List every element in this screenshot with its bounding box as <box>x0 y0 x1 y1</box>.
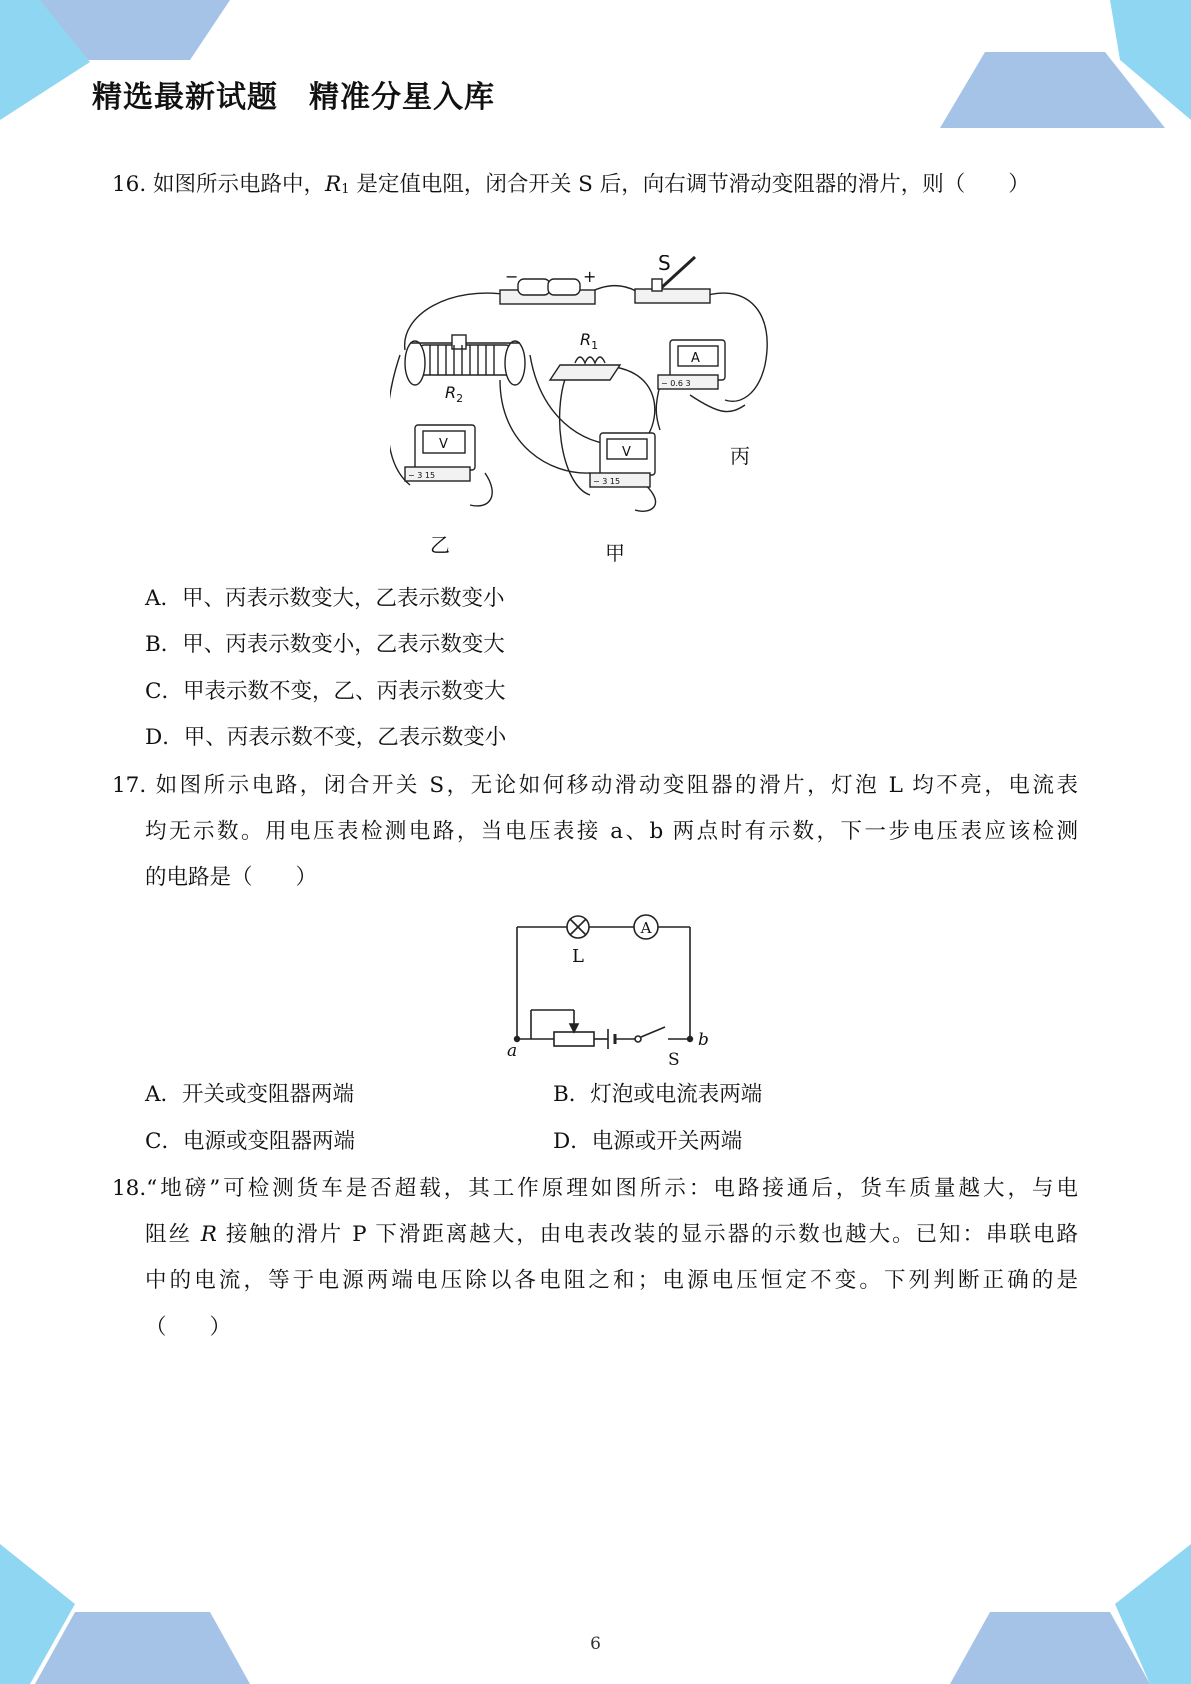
q16-r1-var: R <box>325 172 342 197</box>
q17-stem-line2: 均无示数。用电压表检测电路，当电压表接 a、b 两点时有示数，下一步电压表应该检测 <box>145 819 1078 844</box>
page-number: 6 <box>590 1634 601 1654</box>
svg-text:R1 <box>580 330 598 352</box>
q16-r1-label: R <box>580 330 592 349</box>
q18-r-var: R <box>200 1222 217 1247</box>
q17-option-a: A．开关或变阻器两端 <box>145 1082 355 1107</box>
q16-meter-bing: 丙 <box>730 444 750 468</box>
q17-stem-line1: 17. 如图所示电路，闭合开关 S，无论如何移动滑动变阻器的滑片，灯泡 L 均不亮，电流表 <box>112 773 1078 798</box>
q17-switch-label: S <box>668 1050 680 1067</box>
q17-stem-line3: 的电路是（ ） <box>145 865 318 890</box>
q16-option-a: A．甲、丙表示数变大，乙表示数变小 <box>145 586 505 611</box>
header-title: 精选最新试题 精准分星入库 <box>92 80 495 115</box>
q18-stem-line4: （ ） <box>145 1315 232 1340</box>
q16-meter-jia: 甲 <box>605 541 625 565</box>
q16-option-c: C．甲表示数不变，乙、丙表示数变大 <box>145 679 506 704</box>
q16-stem-prefix: 16. 如图所示电路中， <box>112 172 326 197</box>
q18-stem-line1: 18.“地磅”可检测货车是否超载，其工作原理如图所示：电路接通后，货车质量越大，与电 <box>112 1176 1078 1201</box>
q17-lamp-label: L <box>572 946 584 967</box>
q16-meter-yi: 乙 <box>430 533 450 557</box>
q16-ammeter-terminals: − 0.6 3 <box>661 379 691 388</box>
q16-option-d: D．甲、丙表示数不变，乙表示数变小 <box>145 725 507 750</box>
q16-r1-sub: 1 <box>341 182 350 197</box>
q16-ammeter-face: A <box>691 351 700 366</box>
svg-text:R2 <box>445 383 463 405</box>
q18-line2-b: 接触的滑片 P 下滑距离越大，由电表改装的显示器的示数也越大。已知：串联电路 <box>217 1222 1078 1247</box>
q18-line2-a: 阻丝 <box>145 1222 201 1247</box>
q16-r2-sub-label: 2 <box>456 392 464 405</box>
q18-stem-line2 <box>145 1220 1078 1250</box>
q17-option-b: B．灯泡或电流表两端 <box>553 1082 763 1107</box>
q17-option-d: D．电源或开关两端 <box>553 1129 743 1154</box>
q16-voltmeter-jia-face: V <box>622 445 631 460</box>
q16-battery-plus: + <box>583 267 597 286</box>
q16-stem-suffix: 是定值电阻，闭合开关 S 后，向右调节滑动变阻器的滑片，则（ ） <box>349 172 1030 197</box>
corner-decoration-top <box>0 0 1191 140</box>
q17-point-a: a <box>507 1041 518 1061</box>
q17-ammeter-label: A <box>640 919 652 937</box>
q16-stem <box>112 170 1030 205</box>
q16-voltmeter-yi-face: V <box>439 437 448 452</box>
q17-point-b: b <box>698 1030 709 1050</box>
q17-circuit-figure <box>505 907 735 1067</box>
q16-switch-label: S <box>658 255 671 275</box>
q16-option-b: B．甲、丙表示数变小，乙表示数变大 <box>145 632 505 657</box>
q16-voltmeter-yi-terminals: − 3 15 <box>408 471 436 480</box>
q16-r1-sub-label: 1 <box>591 339 599 352</box>
q17-option-c: C．电源或变阻器两端 <box>145 1129 355 1154</box>
q16-circuit-figure <box>390 255 810 565</box>
q16-battery-minus: − <box>505 267 519 286</box>
q16-voltmeter-jia-terminals: − 3 15 <box>593 477 621 486</box>
q18-stem-line3: 中的电流，等于电源两端电压除以各电阻之和；电源电压恒定不变。下列判断正确的是 <box>145 1268 1078 1293</box>
corner-decoration-bottom <box>0 1544 1191 1684</box>
q16-r2-label: R <box>445 383 457 402</box>
